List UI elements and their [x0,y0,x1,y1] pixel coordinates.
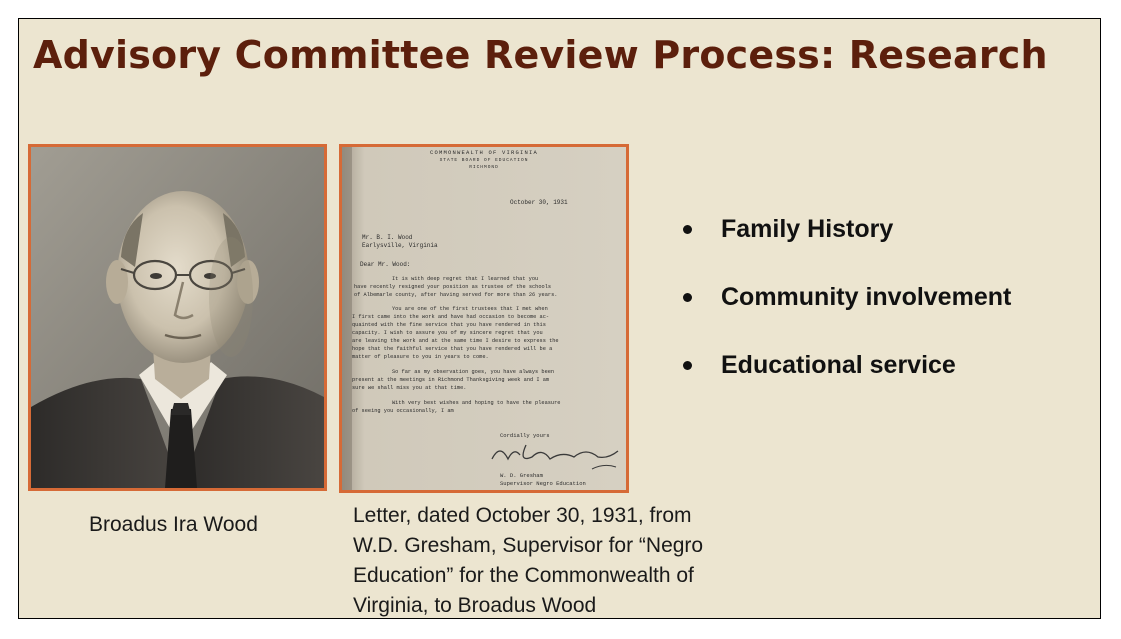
letter-text-line: matter of pleasure to you in years to come. [352,354,489,360]
letter-text-line: of seeing you occasionally, I am [352,408,454,414]
letter-text-line: of Albemarle county, after having served for more than 26 years. [354,292,558,298]
letterhead-line: STATE BOARD OF EDUCATION [439,158,529,163]
slide-title: Advisory Committee Review Process: Research [33,33,1048,77]
letter-caption-line: Education” for the Commonwealth of [353,564,694,587]
letter-caption-line: Letter, dated October 30, 1931, from [353,504,692,527]
letter-signer-title: Supervisor Negro Education [500,480,586,487]
bullet-item [679,351,1011,419]
letter-text-line: sure we shall miss you at that time. [352,385,467,391]
bullet-text: Educational service [721,351,956,379]
bullet-dot-icon [683,225,692,234]
letter-image [342,147,626,490]
letter-text-line: have recently resigned your position as trustee of the schools [354,284,552,290]
letter-text-line: are leaving the work and at the same time I desire to express the [352,338,559,344]
slide [18,18,1101,619]
bullet-dot-icon [683,361,692,370]
letterhead-line: COMMONWEALTH OF VIRGINIA [429,149,539,156]
letter-date: October 30, 1931 [510,199,568,206]
letter-caption [353,501,793,619]
letter-closing: Cordially yours [500,432,550,439]
letter-text-line: capacity. I wish to assure you of my sincere regret that you [352,330,543,336]
letter-text-line: It is with deep regret that I learned that you [392,276,539,282]
letter-caption-line: Virginia, to Broadus Wood [353,594,597,617]
letter-text-line: quainted with the fine service that you have rendered in this [352,322,546,328]
letter-photo [339,144,629,493]
letter-address-line: Earlysville, Virginia [362,242,438,249]
bullet-text: Community involvement [721,283,1012,311]
letter-text-line: present at the meetings in Richmond Thanksgiving week and I am [352,377,550,383]
letter-text-line: You are one of the first trustees that I met when [392,306,548,312]
letter-address-line: Mr. B. I. Wood [362,234,413,241]
bullet-item [679,215,1011,283]
bullet-dot-icon [683,293,692,302]
bullet-item [679,283,1011,351]
letter-text-line: I first came into the work and have had occasion to become ac- [352,314,550,320]
portrait-caption: Broadus Ira Wood [89,513,258,536]
research-bullet-list [679,215,1011,419]
letter-text-line: hope that the faithful service that you have rendered will be a [352,346,553,352]
bullet-text: Family History [721,215,894,243]
letter-signer-name: W. D. Gresham [500,472,543,479]
letter-salutation: Dear Mr. Wood: [360,261,411,268]
portrait-image [31,147,324,488]
letter-caption-line: W.D. Gresham, Supervisor for “Negro [353,534,704,557]
portrait-photo [28,144,327,491]
letter-text-line: So far as my observation goes, you have always been [392,369,555,375]
letterhead-line: RICHMOND [469,165,499,170]
letter-text-line: With very best wishes and hoping to have the pleasure [392,400,561,406]
